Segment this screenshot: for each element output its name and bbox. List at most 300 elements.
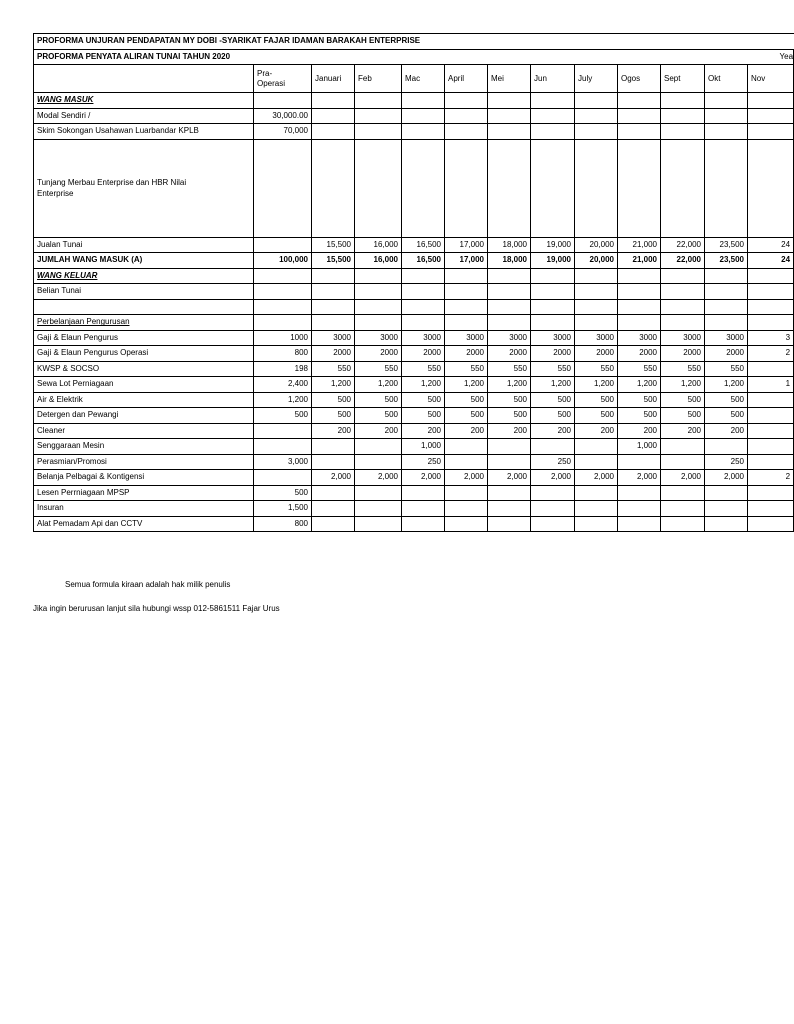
table-cell: 500 bbox=[355, 392, 402, 408]
table-cell bbox=[445, 124, 488, 140]
table-cell bbox=[575, 516, 618, 532]
table-cell: 2000 bbox=[402, 346, 445, 362]
table-cell: 2000 bbox=[445, 346, 488, 362]
table-cell: 550 bbox=[445, 361, 488, 377]
table-cell: 2000 bbox=[355, 346, 402, 362]
table-cell bbox=[488, 139, 531, 237]
row-label: Lesen Perrniagaan MPSP bbox=[34, 485, 254, 501]
table-cell bbox=[402, 93, 445, 109]
table-row bbox=[34, 392, 794, 408]
row-label: Detergen dan Pewangi bbox=[34, 408, 254, 424]
table-row bbox=[34, 361, 794, 377]
table-cell bbox=[531, 268, 575, 284]
column-header: Nov bbox=[748, 65, 794, 93]
table-cell: 1,200 bbox=[575, 377, 618, 393]
row-label: JUMLAH WANG MASUK (A) bbox=[34, 253, 254, 269]
table-cell bbox=[488, 93, 531, 109]
table-cell bbox=[575, 485, 618, 501]
table-cell: 200 bbox=[531, 423, 575, 439]
column-header: Pra- Operasi bbox=[254, 65, 312, 93]
table-cell: 21,000 bbox=[618, 237, 661, 253]
year-label: Yea bbox=[748, 49, 794, 65]
table-cell: 500 bbox=[618, 408, 661, 424]
table-cell bbox=[355, 439, 402, 455]
row-label: Tunjang Merbau Enterprise dan HBR Nilai Enterprise bbox=[34, 139, 254, 237]
table-cell bbox=[748, 139, 794, 237]
table-cell: 3000 bbox=[355, 330, 402, 346]
table-cell: 3,000 bbox=[254, 454, 312, 470]
column-header: Januari bbox=[312, 65, 355, 93]
table-cell: 2000 bbox=[705, 346, 748, 362]
table-cell: 2 bbox=[748, 470, 794, 486]
table-row bbox=[34, 454, 794, 470]
row-label: Senggaraan Mesin bbox=[34, 439, 254, 455]
table-cell: 500 bbox=[705, 408, 748, 424]
table-cell: 24 bbox=[748, 253, 794, 269]
table-row bbox=[34, 284, 794, 300]
table-cell bbox=[748, 284, 794, 300]
table-cell: 20,000 bbox=[575, 237, 618, 253]
table-cell bbox=[575, 139, 618, 237]
table-cell: 3000 bbox=[488, 330, 531, 346]
table-cell bbox=[312, 108, 355, 124]
row-label bbox=[34, 299, 254, 315]
table-cell bbox=[488, 454, 531, 470]
table-row bbox=[34, 408, 794, 424]
table-cell bbox=[531, 93, 575, 109]
table-cell bbox=[312, 516, 355, 532]
table-cell bbox=[488, 299, 531, 315]
table-cell bbox=[531, 299, 575, 315]
section-label: Perbelanjaan Pengurusan bbox=[37, 317, 130, 327]
table-cell: 1000 bbox=[254, 330, 312, 346]
table-row bbox=[34, 124, 794, 140]
table-cell bbox=[575, 124, 618, 140]
table-cell bbox=[705, 315, 748, 331]
table-cell: 2000 bbox=[312, 346, 355, 362]
table-cell: 19,000 bbox=[531, 253, 575, 269]
table-cell bbox=[618, 516, 661, 532]
table-cell bbox=[312, 268, 355, 284]
table-cell: 1,200 bbox=[531, 377, 575, 393]
table-cell: 2,000 bbox=[445, 470, 488, 486]
cash-flow-table bbox=[33, 33, 794, 532]
table-row bbox=[34, 108, 794, 124]
table-cell: 16,000 bbox=[355, 237, 402, 253]
table-cell bbox=[254, 93, 312, 109]
table-cell bbox=[355, 108, 402, 124]
table-cell bbox=[312, 299, 355, 315]
table-cell bbox=[748, 408, 794, 424]
table-row bbox=[34, 470, 794, 486]
table-cell: 550 bbox=[618, 361, 661, 377]
table-cell: 800 bbox=[254, 516, 312, 532]
table-cell bbox=[661, 516, 705, 532]
table-cell bbox=[488, 284, 531, 300]
table-cell bbox=[618, 268, 661, 284]
column-header: July bbox=[575, 65, 618, 93]
table-cell: 3000 bbox=[445, 330, 488, 346]
table-cell: 1,200 bbox=[254, 392, 312, 408]
table-cell bbox=[748, 93, 794, 109]
table-cell bbox=[531, 108, 575, 124]
table-cell bbox=[618, 454, 661, 470]
table-cell bbox=[748, 454, 794, 470]
table-cell bbox=[618, 299, 661, 315]
table-cell bbox=[445, 485, 488, 501]
table-cell bbox=[355, 93, 402, 109]
table-cell: 200 bbox=[661, 423, 705, 439]
table-cell: 1,500 bbox=[254, 501, 312, 517]
table-row bbox=[34, 299, 794, 315]
table-cell: 1,200 bbox=[312, 377, 355, 393]
table-cell: 1 bbox=[748, 377, 794, 393]
table-cell: 1,200 bbox=[402, 377, 445, 393]
table-cell bbox=[488, 485, 531, 501]
table-cell: 500 bbox=[531, 392, 575, 408]
table-cell: 250 bbox=[531, 454, 575, 470]
table-cell bbox=[661, 315, 705, 331]
table-cell bbox=[575, 439, 618, 455]
table-cell bbox=[488, 268, 531, 284]
table-cell bbox=[445, 516, 488, 532]
table-cell bbox=[748, 299, 794, 315]
table-cell bbox=[445, 139, 488, 237]
table-cell bbox=[575, 315, 618, 331]
table-cell bbox=[531, 124, 575, 140]
table-cell: 2000 bbox=[661, 346, 705, 362]
table-row bbox=[34, 268, 794, 284]
table-cell bbox=[355, 501, 402, 517]
table-cell bbox=[355, 139, 402, 237]
table-cell bbox=[531, 439, 575, 455]
table-cell bbox=[618, 108, 661, 124]
table-cell bbox=[445, 315, 488, 331]
table-cell bbox=[575, 454, 618, 470]
row-label: Gaji & Elaun Pengurus Operasi bbox=[34, 346, 254, 362]
table-cell bbox=[488, 439, 531, 455]
row-label bbox=[34, 93, 254, 109]
table-cell: 500 bbox=[488, 392, 531, 408]
table-row bbox=[34, 315, 794, 331]
table-cell bbox=[402, 108, 445, 124]
row-label: Sewa Lot Perniagaan bbox=[34, 377, 254, 393]
table-cell: 3 bbox=[748, 330, 794, 346]
table-cell bbox=[445, 93, 488, 109]
table-cell: 1,200 bbox=[355, 377, 402, 393]
table-cell: 17,000 bbox=[445, 237, 488, 253]
table-cell bbox=[748, 124, 794, 140]
table-cell bbox=[402, 139, 445, 237]
column-header: Feb bbox=[355, 65, 402, 93]
table-cell bbox=[402, 284, 445, 300]
table-cell bbox=[748, 485, 794, 501]
table-cell bbox=[748, 268, 794, 284]
row-label: Perasmian/Promosi bbox=[34, 454, 254, 470]
table-cell bbox=[355, 284, 402, 300]
table-cell bbox=[618, 315, 661, 331]
table-cell bbox=[748, 501, 794, 517]
table-cell bbox=[661, 439, 705, 455]
table-cell bbox=[748, 361, 794, 377]
table-cell bbox=[312, 454, 355, 470]
table-cell: 1,200 bbox=[661, 377, 705, 393]
table-cell bbox=[575, 284, 618, 300]
table-cell: 500 bbox=[575, 408, 618, 424]
column-header: Ogos bbox=[618, 65, 661, 93]
table-cell bbox=[661, 299, 705, 315]
table-cell: 500 bbox=[531, 408, 575, 424]
table-cell bbox=[705, 439, 748, 455]
table-row bbox=[34, 93, 794, 109]
table-row bbox=[34, 139, 794, 237]
table-cell: 550 bbox=[661, 361, 705, 377]
table-cell bbox=[748, 516, 794, 532]
table-cell: 2,000 bbox=[312, 470, 355, 486]
table-cell bbox=[705, 93, 748, 109]
table-row bbox=[34, 330, 794, 346]
table-row bbox=[34, 485, 794, 501]
table-cell: 16,500 bbox=[402, 237, 445, 253]
row-label: Belian Tunai bbox=[34, 284, 254, 300]
table-cell: 200 bbox=[618, 423, 661, 439]
table-cell: 1,000 bbox=[618, 439, 661, 455]
table-cell bbox=[445, 299, 488, 315]
table-cell: 22,000 bbox=[661, 253, 705, 269]
spreadsheet bbox=[33, 33, 794, 528]
table-cell bbox=[705, 108, 748, 124]
row-label: Belanja Pelbagai & Kontigensi bbox=[34, 470, 254, 486]
table-cell bbox=[254, 423, 312, 439]
table-cell: 550 bbox=[705, 361, 748, 377]
table-cell: 250 bbox=[402, 454, 445, 470]
table-cell bbox=[488, 516, 531, 532]
table-cell bbox=[705, 124, 748, 140]
sheet-title: PROFORMA UNJURAN PENDAPATAN MY DOBI -SYARIKAT FAJAR IDAMAN BARAKAH ENTERPRISE bbox=[34, 34, 794, 50]
table-cell bbox=[445, 439, 488, 455]
table-cell bbox=[661, 124, 705, 140]
table-cell: 2000 bbox=[488, 346, 531, 362]
table-cell: 500 bbox=[661, 408, 705, 424]
table-cell: 2,000 bbox=[618, 470, 661, 486]
table-cell: 500 bbox=[254, 485, 312, 501]
table-cell bbox=[618, 93, 661, 109]
table-cell: 19,000 bbox=[531, 237, 575, 253]
table-cell bbox=[661, 454, 705, 470]
column-header: Sept bbox=[661, 65, 705, 93]
table-cell bbox=[355, 315, 402, 331]
table-cell bbox=[575, 93, 618, 109]
table-cell bbox=[705, 284, 748, 300]
table-cell bbox=[312, 485, 355, 501]
table-cell: 18,000 bbox=[488, 253, 531, 269]
table-cell: 18,000 bbox=[488, 237, 531, 253]
table-cell: 550 bbox=[355, 361, 402, 377]
section-label: WANG MASUK bbox=[37, 95, 94, 105]
table-cell bbox=[531, 501, 575, 517]
table-cell bbox=[312, 439, 355, 455]
table-cell bbox=[618, 124, 661, 140]
table-row bbox=[34, 377, 794, 393]
table-cell: 3000 bbox=[402, 330, 445, 346]
table-cell bbox=[445, 454, 488, 470]
table-cell bbox=[705, 516, 748, 532]
table-cell: 500 bbox=[355, 408, 402, 424]
table-cell: 500 bbox=[445, 408, 488, 424]
table-cell: 2,000 bbox=[402, 470, 445, 486]
table-cell bbox=[355, 124, 402, 140]
table-cell: 21,000 bbox=[618, 253, 661, 269]
table-cell: 1,200 bbox=[705, 377, 748, 393]
table-cell bbox=[445, 284, 488, 300]
table-cell: 500 bbox=[312, 408, 355, 424]
table-cell: 500 bbox=[312, 392, 355, 408]
row-label bbox=[34, 315, 254, 331]
table-cell: 550 bbox=[402, 361, 445, 377]
row-label: Skim Sokongan Usahawan Luarbandar KPLB bbox=[34, 124, 254, 140]
table-cell bbox=[661, 501, 705, 517]
table-cell: 2,000 bbox=[488, 470, 531, 486]
table-cell: 70,000 bbox=[254, 124, 312, 140]
table-cell bbox=[748, 392, 794, 408]
row-label: KWSP & SOCSO bbox=[34, 361, 254, 377]
table-cell bbox=[402, 516, 445, 532]
table-row bbox=[34, 253, 794, 269]
table-cell bbox=[705, 268, 748, 284]
table-row bbox=[34, 423, 794, 439]
table-row bbox=[34, 237, 794, 253]
table-cell bbox=[748, 315, 794, 331]
table-cell bbox=[575, 501, 618, 517]
table-row bbox=[34, 516, 794, 532]
column-header bbox=[34, 65, 254, 93]
table-cell bbox=[488, 501, 531, 517]
table-cell: 200 bbox=[312, 423, 355, 439]
table-cell bbox=[402, 299, 445, 315]
table-cell: 500 bbox=[402, 408, 445, 424]
table-cell: 2,000 bbox=[531, 470, 575, 486]
table-cell bbox=[488, 315, 531, 331]
row-label: Alat Pemadam Api dan CCTV bbox=[34, 516, 254, 532]
table-cell: 2000 bbox=[575, 346, 618, 362]
table-cell bbox=[312, 284, 355, 300]
table-cell bbox=[402, 501, 445, 517]
table-cell: 22,000 bbox=[661, 237, 705, 253]
table-cell: 2,400 bbox=[254, 377, 312, 393]
sheet-subtitle: PROFORMA PENYATA ALIRAN TUNAI TAHUN 2020 bbox=[34, 49, 748, 65]
table-cell: 3000 bbox=[575, 330, 618, 346]
table-cell: 3000 bbox=[618, 330, 661, 346]
table-cell: 1,200 bbox=[618, 377, 661, 393]
table-cell: 100,000 bbox=[254, 253, 312, 269]
table-cell: 500 bbox=[705, 392, 748, 408]
table-cell: 550 bbox=[575, 361, 618, 377]
table-cell bbox=[402, 315, 445, 331]
table-cell: 198 bbox=[254, 361, 312, 377]
row-label: Cleaner bbox=[34, 423, 254, 439]
table-cell bbox=[531, 284, 575, 300]
table-cell bbox=[705, 299, 748, 315]
section-label: WANG KELUAR bbox=[37, 270, 98, 280]
table-cell: 200 bbox=[355, 423, 402, 439]
table-cell bbox=[488, 108, 531, 124]
table-cell: 20,000 bbox=[575, 253, 618, 269]
table-cell: 2000 bbox=[531, 346, 575, 362]
table-cell bbox=[618, 501, 661, 517]
table-cell: 1,200 bbox=[445, 377, 488, 393]
table-cell: 1,000 bbox=[402, 439, 445, 455]
table-cell bbox=[312, 139, 355, 237]
table-cell: 500 bbox=[488, 408, 531, 424]
table-cell bbox=[748, 423, 794, 439]
table-cell bbox=[445, 501, 488, 517]
column-header: Okt bbox=[705, 65, 748, 93]
table-cell bbox=[445, 108, 488, 124]
row-label: Insuran bbox=[34, 501, 254, 517]
table-cell bbox=[705, 139, 748, 237]
table-cell: 23,500 bbox=[705, 237, 748, 253]
column-header: Jun bbox=[531, 65, 575, 93]
table-cell: 200 bbox=[705, 423, 748, 439]
column-header: Mac bbox=[402, 65, 445, 93]
footer-note: Semua formula kiraan adalah hak milik penulis bbox=[65, 580, 231, 589]
table-cell bbox=[618, 485, 661, 501]
table-cell: 3000 bbox=[661, 330, 705, 346]
table-cell bbox=[618, 139, 661, 237]
table-cell bbox=[748, 439, 794, 455]
table-cell: 2,000 bbox=[705, 470, 748, 486]
table-cell bbox=[661, 485, 705, 501]
table-cell: 2,000 bbox=[575, 470, 618, 486]
row-label: Gaji & Elaun Pengurus bbox=[34, 330, 254, 346]
row-label: Modal Sendiri / bbox=[34, 108, 254, 124]
table-cell: 550 bbox=[531, 361, 575, 377]
table-cell bbox=[531, 315, 575, 331]
table-cell bbox=[531, 516, 575, 532]
table-cell bbox=[254, 470, 312, 486]
header-row bbox=[34, 65, 794, 93]
table-cell: 24 bbox=[748, 237, 794, 253]
table-cell: 17,000 bbox=[445, 253, 488, 269]
column-header: April bbox=[445, 65, 488, 93]
table-cell bbox=[402, 124, 445, 140]
table-cell: 3000 bbox=[531, 330, 575, 346]
table-cell bbox=[254, 284, 312, 300]
table-cell: 3000 bbox=[705, 330, 748, 346]
table-cell bbox=[618, 284, 661, 300]
table-cell: 2000 bbox=[618, 346, 661, 362]
row-label: Jualan Tunai bbox=[34, 237, 254, 253]
table-cell bbox=[661, 108, 705, 124]
table-cell bbox=[488, 124, 531, 140]
table-cell bbox=[402, 268, 445, 284]
table-cell: 550 bbox=[312, 361, 355, 377]
table-cell bbox=[661, 284, 705, 300]
table-row bbox=[34, 439, 794, 455]
table-cell: 500 bbox=[618, 392, 661, 408]
table-cell: 500 bbox=[254, 408, 312, 424]
table-cell: 3000 bbox=[312, 330, 355, 346]
table-cell: 500 bbox=[661, 392, 705, 408]
table-cell bbox=[254, 439, 312, 455]
table-cell bbox=[705, 501, 748, 517]
table-cell bbox=[254, 237, 312, 253]
table-cell bbox=[445, 268, 488, 284]
table-cell: 200 bbox=[402, 423, 445, 439]
table-cell bbox=[254, 268, 312, 284]
table-cell bbox=[254, 139, 312, 237]
table-cell: 250 bbox=[705, 454, 748, 470]
